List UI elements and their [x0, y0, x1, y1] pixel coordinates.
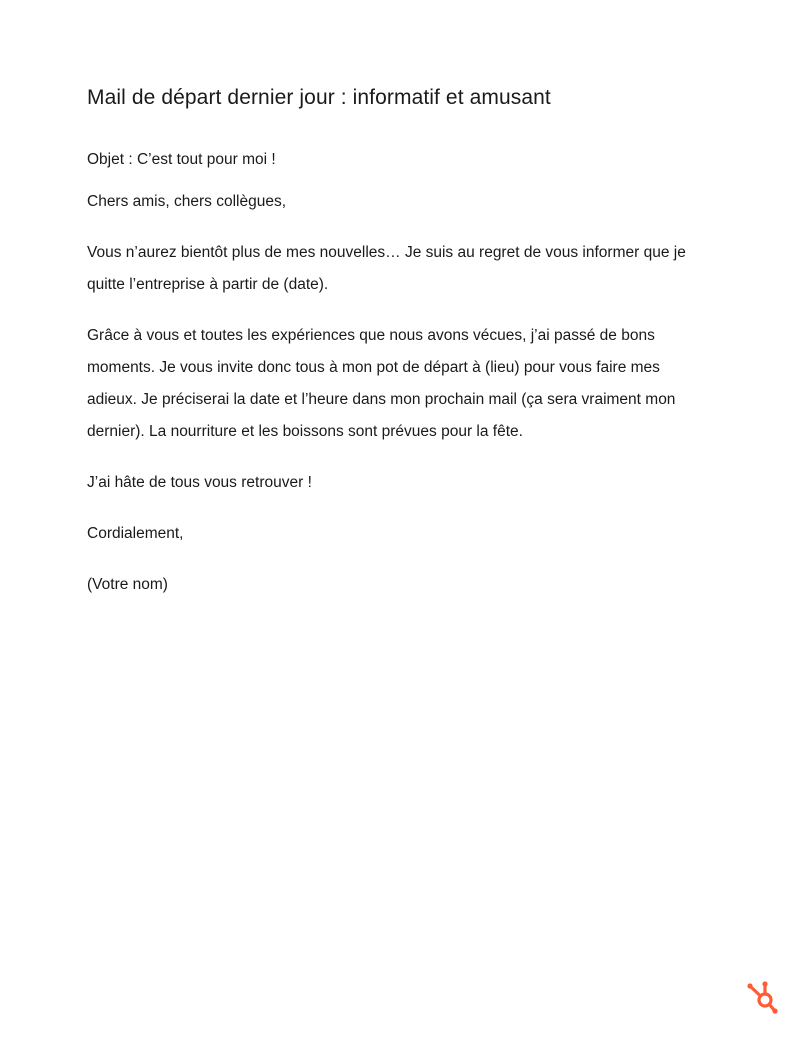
email-paragraph-2: Grâce à vous et toutes les expériences que nous avons vécues, j’ai passé de bons moments. Je vous invite donc tous à mon pot de départ à (lieu) pour vous faire mes adieux. Je préciserai la date et l’heure dans mon prochain mail (ça sera vraiment mon dernier). La nourriture et les boissons sont prévues pour la fête. [87, 327, 676, 440]
email-signature: (Votre nom) [87, 576, 168, 593]
email-closing: Cordialement, [87, 525, 184, 542]
email-subject: Objet : C’est tout pour moi ! [87, 151, 276, 168]
email-paragraph-1: Vous n’aurez bientôt plus de mes nouvelles… Je suis au regret de vous informer que je quitte l’entreprise à partir de (date). [87, 244, 686, 293]
email-greeting: Chers amis, chers collègues, [87, 193, 286, 210]
hubspot-sprocket-icon [745, 979, 781, 1015]
document-title: Mail de départ dernier jour : informatif et amusant [87, 86, 551, 109]
email-paragraph-3: J’ai hâte de tous vous retrouver ! [87, 474, 312, 491]
email-body [87, 144, 712, 620]
